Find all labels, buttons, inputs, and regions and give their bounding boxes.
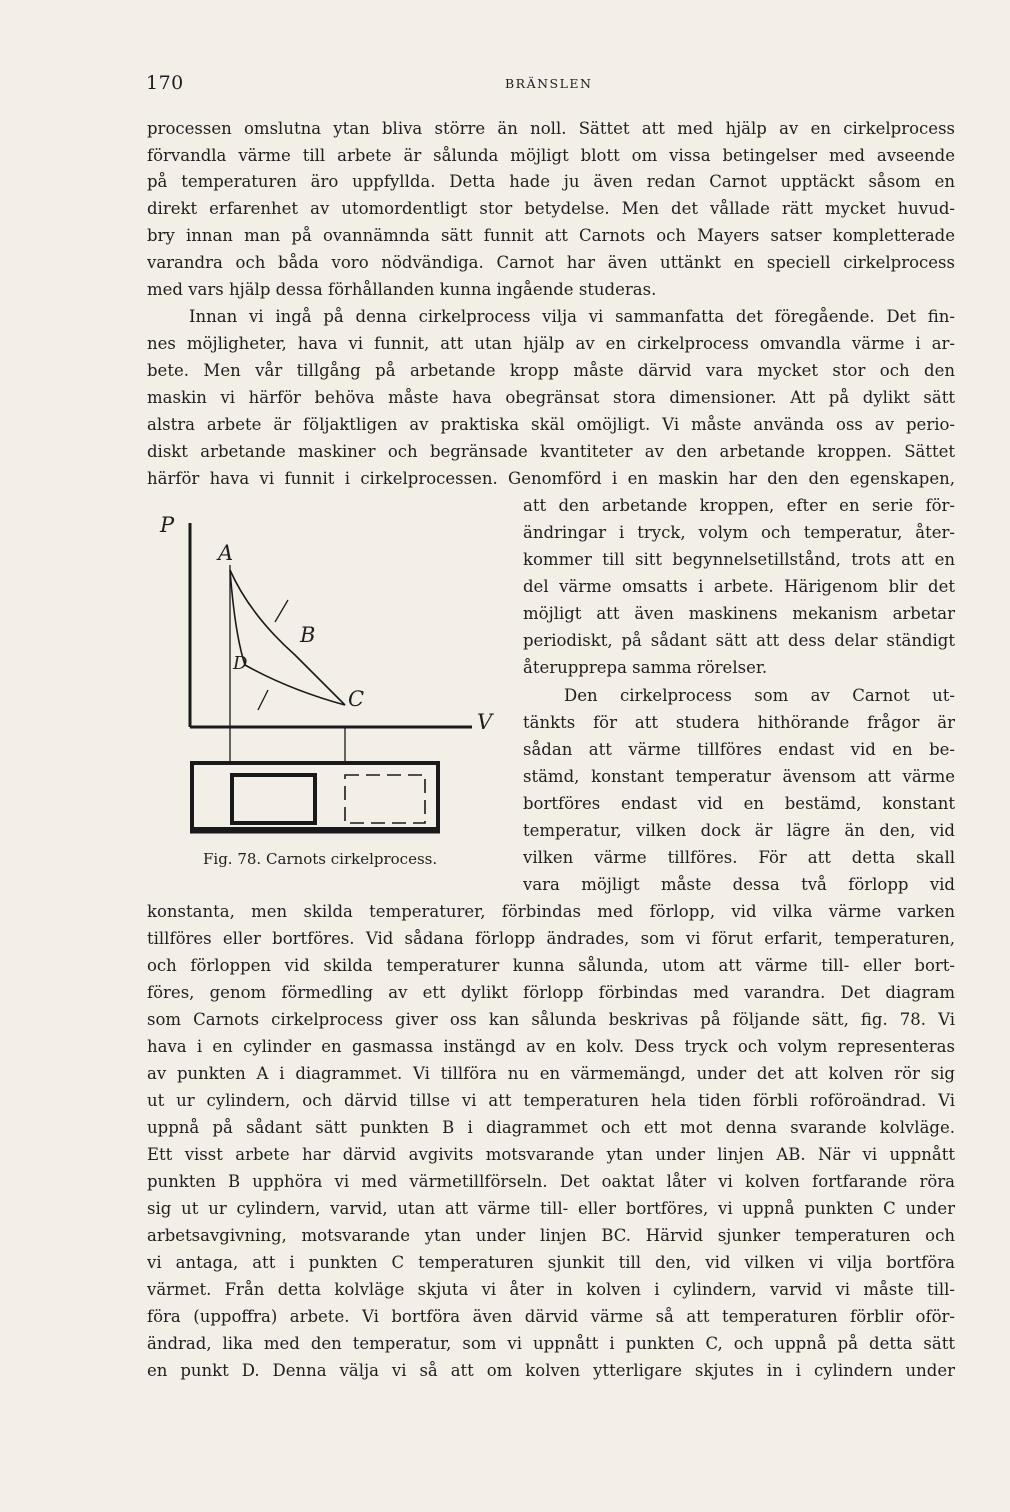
text-line: föres, genom förmedling av ett dylikt förlopp förbindas med varandra. Det diagram	[147, 983, 955, 1002]
text-line: ändringar i tryck, volym och temperatur, åter-	[523, 523, 955, 542]
text-line: möjligt att även maskinens mekanism arbetar	[523, 604, 955, 623]
text-line: på temperaturen äro uppfyllda. Detta hade ju även redan Carnot upptäckt såsom en	[147, 172, 955, 191]
text-line: värmet. Från detta kolvläge skjuta vi åter in kolven i cylindern, varvid vi måste till-	[147, 1280, 955, 1299]
text-line: med vars hjälp dessa förhållanden kunna ingående studeras.	[147, 280, 657, 299]
text-line: maskin vi härför behöva måste hava obegränsat stora dimensioner. Att på dylikt sätt	[147, 388, 955, 407]
point-b-label: B	[300, 623, 316, 647]
running-head: BRÄNSLEN	[505, 76, 593, 91]
text-line: Ett visst arbete har därvid avgivits motsvarande ytan under linjen AB. När vi uppnått	[147, 1145, 955, 1164]
text-line: tillföres eller bortföres. Vid sådana förlopp ändrades, som vi förut erfarit, temperaturen,	[147, 929, 955, 948]
curve-adc	[230, 570, 345, 705]
text-line: kommer till sitt begynnelsetillstånd, trots att en	[523, 550, 955, 569]
text-line: vara möjligt måste dessa två förlopp vid	[523, 875, 955, 894]
text-line: vi antaga, att i punkten C temperaturen sjunkit till den, vid vilken vi vilja bortföra	[147, 1253, 955, 1272]
text-line: sig ut ur cylindern, varvid, utan att värme till- eller bortföres, vi uppnå punkten C under	[147, 1199, 955, 1218]
text-line: alstra arbete är följaktligen av praktiska skäl omöjligt. Vi måste använda oss av perio-	[147, 415, 955, 434]
text-line: stämd, konstant temperatur ävensom att värme	[523, 767, 955, 786]
text-line: diskt arbetande maskiner och begränsade kvantiteter av den arbetande kroppen. Sättet	[147, 442, 955, 461]
text-line: vilken värme tillföres. För att detta skall	[523, 848, 955, 867]
text-line: varandra och båda voro nödvändiga. Carnot har även uttänkt en speciell cirkelprocess	[147, 253, 955, 272]
text-line: del värme omsatts i arbete. Härigenom blir det	[523, 577, 955, 596]
point-d-label: D	[233, 653, 248, 674]
text-line: av punkten A i diagrammet. Vi tillföra nu en värmemängd, under det att kolven rör sig	[147, 1064, 955, 1083]
point-a-label: A	[218, 541, 234, 565]
text-line: som Carnots cirkelprocess giver oss kan sålunda beskrivas på följande sätt, fig. 78. Vi	[147, 1010, 955, 1029]
text-line: och förloppen vid skilda temperaturer kunna sålunda, utom att värme till- eller bort-	[147, 956, 955, 975]
text-line: ändrad, lika med den temperatur, som vi uppnått i punkten C, och uppnå på detta sätt	[147, 1334, 955, 1353]
text-line: föra (uppoffra) arbete. Vi bortföra även därvid värme så att temperaturen förblir oför-	[147, 1307, 955, 1326]
text-line: bete. Men vår tillgång på arbetande kropp måste därvid vara mycket stor och den	[147, 361, 955, 380]
text-line: Innan vi ingå på denna cirkelprocess vilja vi sammanfatta det föregående. Det fin-	[189, 307, 955, 326]
text-line: nes möjligheter, hava vi funnit, att utan hjälp av en cirkelprocess omvandla värme i ar-	[147, 334, 955, 353]
text-line: direkt erfarenhet av utomordentligt stor betydelse. Men det vållade rätt mycket huvud-	[147, 199, 955, 218]
text-line: Den cirkelprocess som av Carnot ut-	[564, 686, 955, 705]
text-line: ut ur cylindern, och därvid tillse vi att temperaturen hela tiden förbli roföroändrad. Vi	[147, 1091, 955, 1110]
text-line: konstanta, men skilda temperaturer, förbindas med förlopp, vid vilka värme varken	[147, 902, 955, 921]
text-line: punkten B upphöra vi med värmetillförseln. Det oaktat låter vi kolven fortfarande röra	[147, 1172, 955, 1191]
figure-caption: Fig. 78. Carnots cirkelprocess.	[203, 850, 438, 868]
text-line: temperatur, vilken dock är lägre än den, vid	[523, 821, 955, 840]
carnot-figure	[140, 505, 512, 885]
text-line: uppnå på sådant sätt punkten B i diagrammet och ett mot denna svarande kolvläge.	[147, 1118, 955, 1137]
page-number: 170	[146, 72, 184, 94]
text-line: härför hava vi funnit i cirkelprocessen. Genomförd i en maskin har den den egenskapen,	[147, 469, 955, 488]
piston	[232, 775, 315, 823]
text-line: bry innan man på ovannämnda sätt funnit att Carnots och Mayers satser kompletterade	[147, 226, 955, 245]
text-line: förvandla värme till arbete är sålunda möjligt blott om vissa betingelser med avseende	[147, 146, 955, 165]
text-line: sådan att värme tillföres endast vid en be-	[523, 740, 955, 759]
text-line: processen omslutna ytan bliva större än noll. Sättet att med hjälp av en cirkelprocess	[147, 119, 955, 138]
text-line: en punkt D. Denna välja vi så att om kolven ytterligare skjutes in i cylindern under	[147, 1361, 955, 1380]
piston-dashed	[345, 775, 425, 823]
text-line: hava i en cylinder en gasmassa instängd av en kolv. Dess tryck och volym representeras	[147, 1037, 955, 1056]
text-line: bortföres endast vid en bestämd, konstant	[523, 794, 955, 813]
text-line: tänkts för att studera hithörande frågor är	[523, 713, 955, 732]
isotherm-arrow	[275, 600, 288, 622]
text-line: att den arbetande kroppen, efter en serie för-	[523, 496, 955, 515]
text-line: arbetsavgivning, motsvarande ytan under linjen BC. Härvid sjunker temperaturen och	[147, 1226, 955, 1245]
p-label: P	[160, 513, 175, 537]
v-label: V	[477, 710, 493, 734]
text-line: periodiskt, på sådant sätt att dess delar ständigt	[523, 631, 955, 650]
point-c-label: C	[348, 687, 365, 711]
carnot-diagram	[140, 505, 512, 885]
return-arrow	[258, 690, 268, 710]
text-line: återupprepa samma rörelser.	[523, 658, 768, 677]
